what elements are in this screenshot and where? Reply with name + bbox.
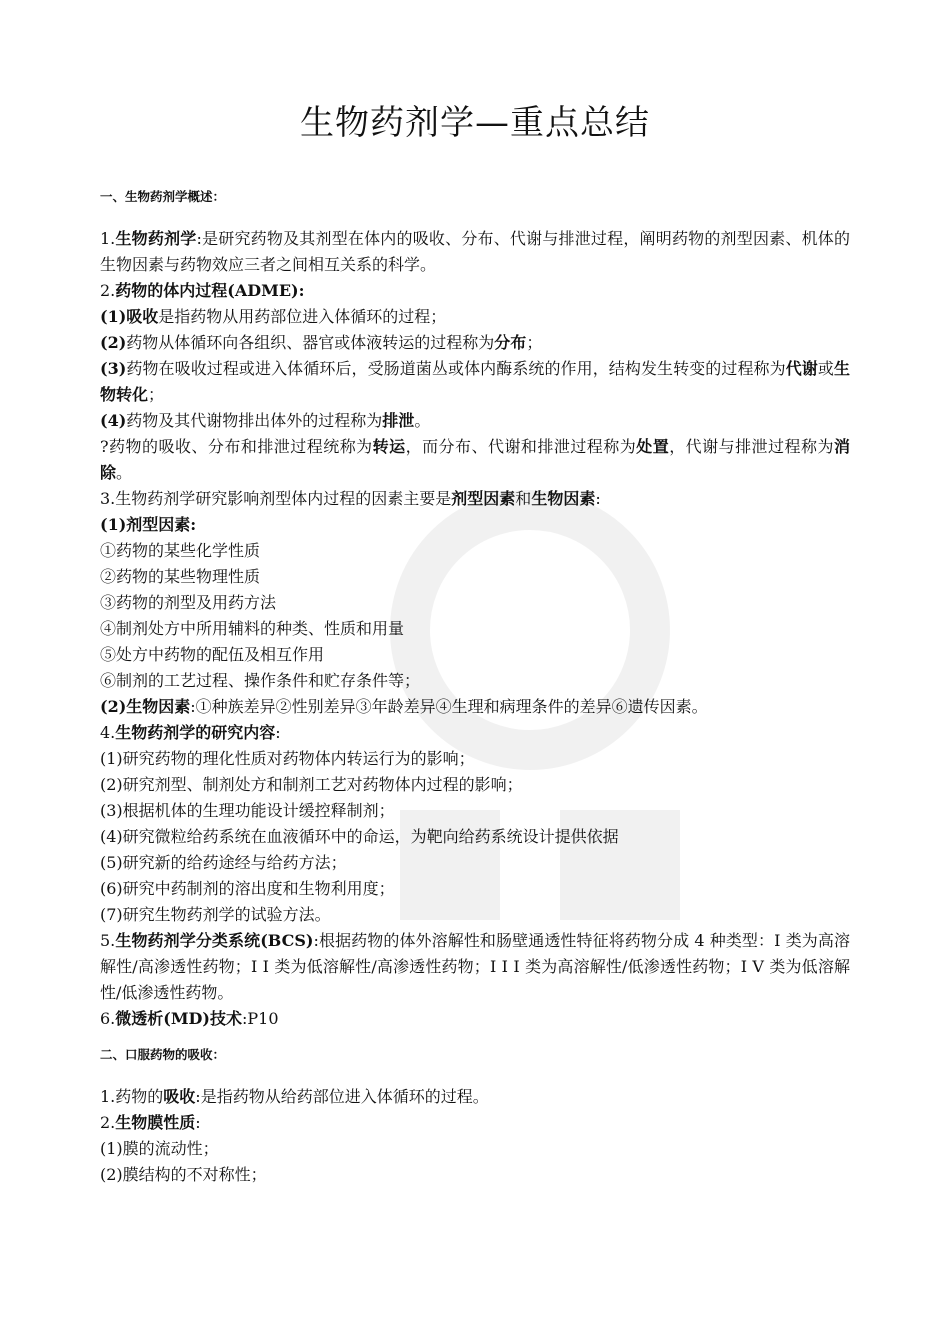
term: (1)剂型因素 [100, 515, 191, 534]
paragraph-adme [100, 278, 850, 304]
term: 生物因素 [531, 489, 596, 508]
punctuation: 。 [116, 463, 133, 482]
item-number: 2. [100, 1113, 116, 1132]
punctuation: 。 [414, 411, 431, 430]
research-item: (7)研究生物药剂学的试验方法。 [100, 905, 331, 924]
dosage-factor-item: ③药物的剂型及用药方法 [100, 593, 277, 612]
term: 代谢 [785, 359, 818, 378]
punctuation: : [195, 1113, 201, 1132]
paragraph-membrane [100, 1110, 850, 1136]
adme-summary-note [100, 434, 850, 486]
research-item: (3)根据机体的生理功能设计缓控释制剂； [100, 801, 395, 820]
punctuation: : [275, 723, 281, 742]
research-item: (1)研究药物的理化性质对药物体内转运行为的影响； [100, 749, 475, 768]
term: 分布 [494, 333, 527, 352]
item-text: 药物及其代谢物排出体外的过程称为 [126, 411, 383, 430]
note-text: ?药物的吸收、分布和排泄过程统称为 [100, 437, 373, 456]
item-number: 6. [100, 1009, 116, 1028]
item-number: 2. [100, 281, 116, 300]
paragraph-definition [100, 226, 850, 278]
membrane-item: (2)膜结构的不对称性； [100, 1165, 267, 1184]
item-number: (2) [100, 333, 127, 352]
term: 剂型因素 [451, 489, 516, 508]
dosage-factor-item: ④制剂处方中所用辅料的种类、性质和用量 [100, 619, 405, 638]
punctuation: : [190, 515, 197, 534]
item-text: :是指药物从给药部位进入体循环的过程。 [195, 1087, 489, 1106]
dosage-factor-item: ⑥制剂的工艺过程、操作条件和贮存条件等； [100, 671, 421, 690]
note-text: ，而分布、代谢和排泄过程称为 [405, 437, 637, 456]
term: (2)生物因素 [100, 697, 191, 716]
item-text: :①种族差异②性别差异③年龄差异④生理和病理条件的差异⑥遗传因素。 [190, 697, 708, 716]
dosage-factors-heading [100, 512, 850, 538]
item-number: (4) [100, 411, 127, 430]
item-text: 或 [817, 359, 834, 378]
research-item: (6)研究中药制剂的溶出度和生物利用度； [100, 879, 395, 898]
definition-text: :是研究药物及其剂型在体内的吸收、分布、代谢与排泄过程，阐明药物的剂型因素、机体的生物因素与药物效应三者之间相互关系的科学。 [100, 229, 850, 274]
item-number: 1. [100, 229, 116, 248]
item-number: 4. [100, 723, 116, 742]
punctuation: : [298, 281, 305, 300]
term: 生物膜性质 [115, 1113, 196, 1132]
paragraph-microdialysis [100, 1006, 850, 1032]
membrane-item: (1)膜的流动性； [100, 1139, 219, 1158]
term: 处置 [636, 437, 670, 456]
paragraph-absorption [100, 1084, 850, 1110]
adme-metabolism [100, 356, 850, 408]
item-text: 和 [515, 489, 532, 508]
note-text: ，代谢与排泄过程称为 [669, 437, 834, 456]
term: 生物药剂学分类系统(BCS) [115, 931, 314, 950]
adme-excretion [100, 408, 850, 434]
term: 吸收 [126, 307, 159, 326]
dosage-factor-item: ②药物的某些物理性质 [100, 567, 261, 586]
term: 药物的体内过程(ADME) [115, 281, 299, 300]
item-text: :根据药物的体外溶解性和肠壁通透性特征将药物分成 4 种类型：Ⅰ 类为高溶解性/高渗透性药物；Ⅰ Ⅰ 类为低溶解性/高渗透性药物；Ⅰ Ⅰ Ⅰ 类为高溶解性/低渗透性药物；Ⅰ Ⅴ 类为低溶解性/低渗透性药物。 [100, 931, 850, 1002]
term: 生物转化 [100, 359, 850, 404]
item-text: 3.生物药剂学研究影响剂型体内过程的因素主要是 [100, 489, 452, 508]
document-page [100, 0, 850, 1188]
overview-content [100, 226, 850, 1032]
paragraph-factors [100, 486, 850, 512]
term: 转运 [372, 437, 406, 456]
research-item: (2)研究剂型、制剂处方和制剂工艺对药物体内过程的影响； [100, 775, 523, 794]
punctuation: ； [148, 385, 165, 404]
biological-factors [100, 694, 850, 720]
term: 消除 [100, 437, 850, 482]
item-text: 药物在吸收过程或进入体循环后，受肠道菌丛或体内酶系统的作用，结构发生转变的过程称为 [126, 359, 786, 378]
item-text: 是指药物从用药部位进入体循环的过程； [158, 307, 447, 326]
adme-distribution [100, 330, 850, 356]
item-number: (1) [100, 307, 127, 326]
page-title: 生物药剂学—重点总结 [300, 103, 650, 143]
adme-absorption [100, 304, 850, 330]
research-item: (5)研究新的给药途经与给药方法； [100, 853, 347, 872]
term: 排泄 [382, 411, 415, 430]
term: 微透析(MD)技术 [115, 1009, 242, 1028]
research-item: (4)研究微粒给药系统在血液循环中的命运，为靶向给药系统设计提供依据 [100, 827, 619, 846]
item-text: 药物从体循环向各组织、器官或体液转运的过程称为 [126, 333, 495, 352]
oral-absorption-content [100, 1084, 850, 1188]
section-heading-oral-absorption: 二、口服药物的吸收： [100, 1047, 226, 1062]
term: 生物药剂学的研究内容 [115, 723, 276, 742]
item-number: (3) [100, 359, 127, 378]
paragraph-research [100, 720, 850, 746]
term: 生物药剂学 [115, 229, 197, 248]
dosage-factor-item: ①药物的某些化学性质 [100, 541, 261, 560]
item-number: 5. [100, 931, 116, 950]
punctuation: : [595, 489, 601, 508]
item-text: :P10 [242, 1009, 279, 1028]
item-text: 1.药物的 [100, 1087, 164, 1106]
section-heading-overview: 一、生物药剂学概述： [100, 189, 226, 204]
term: 吸收 [163, 1087, 196, 1106]
paragraph-bcs [100, 928, 850, 1006]
punctuation: ； [526, 333, 543, 352]
dosage-factor-item: ⑤处方中药物的配伍及相互作用 [100, 645, 325, 664]
